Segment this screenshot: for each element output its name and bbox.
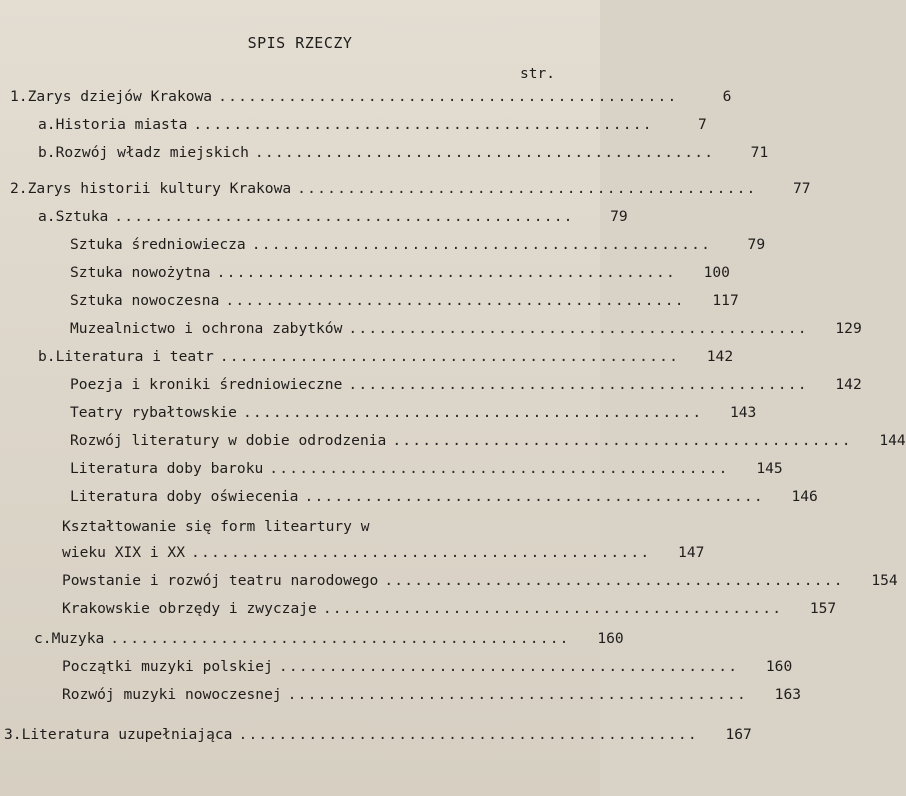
leader-dots: .............................................. — [114, 208, 574, 225]
toc-entry-label: Rozwój władz miejskich — [55, 144, 249, 161]
leader-dots: .............................................. — [225, 292, 685, 309]
toc-entry-label: Zarys dziejów Krakowa — [27, 88, 213, 105]
toc-entry-page: 142 — [706, 348, 734, 365]
toc-entry-number: b. — [38, 144, 56, 161]
leader-dots: .............................................. — [191, 544, 651, 561]
toc-entry-page: 142 — [835, 376, 862, 393]
toc-entry-page: 147 — [678, 544, 705, 561]
toc-entry-label: Początki muzyki polskiej — [62, 658, 273, 675]
toc-entry-page: 144 — [879, 432, 906, 449]
toc-entry-number: c. — [34, 630, 52, 647]
toc-entry-label: Rozwój muzyki nowoczesnej — [62, 686, 282, 703]
leader-dots: .............................................. — [287, 686, 748, 703]
leader-dots: .............................................. — [278, 658, 739, 675]
toc-entry-label: Literatura doby baroku — [70, 460, 264, 477]
toc-entry-2c — [34, 630, 624, 654]
toc-entry-2b-2 — [70, 404, 757, 428]
leader-dots: .............................................. — [254, 144, 715, 161]
toc-entry-page: 154 — [871, 572, 898, 589]
leader-dots: .............................................. — [384, 572, 844, 589]
leader-dots: .............................................. — [322, 600, 783, 617]
toc-entry-2b-1 — [70, 376, 862, 400]
leader-dots: .............................................. — [110, 630, 570, 647]
toc-entry-label: Zarys historii kultury Krakowa — [27, 180, 292, 197]
toc-entry-label: Literatura i teatr — [55, 348, 214, 365]
toc-entry-label: Sztuka — [55, 208, 109, 225]
toc-entry-label: Literatura doby oświecenia — [70, 488, 299, 505]
toc-entry-number: a. — [38, 208, 56, 225]
toc-entry-2b — [38, 348, 734, 372]
toc-entry-page: 77 — [792, 180, 811, 197]
leader-dots: .............................................. — [251, 236, 712, 253]
toc-entry-3 — [4, 726, 752, 750]
toc-entry-label: wieku XIX i XX — [62, 544, 186, 561]
leader-dots: .............................................. — [392, 432, 852, 449]
toc-entry-2c-2 — [62, 686, 802, 710]
toc-entry-label: Muzealnictwo i ochrona zabytków — [70, 320, 343, 337]
toc-entry-page: 160 — [597, 630, 624, 647]
leader-dots: .............................................. — [304, 488, 764, 505]
toc-entry-page: 71 — [750, 144, 769, 161]
toc-entry-2b-5 — [70, 488, 818, 512]
toc-entry-label: Literatura uzupełniająca — [21, 726, 233, 743]
toc-entry-number: a. — [38, 116, 56, 133]
toc-entry-page: 163 — [774, 686, 802, 703]
toc-entry-label: Teatry rybałtowskie — [70, 404, 237, 421]
toc-entry-2a-2 — [70, 264, 730, 288]
toc-entry-page: 145 — [756, 460, 783, 477]
leader-dots: .............................................. — [269, 460, 729, 477]
leader-dots: .............................................. — [193, 116, 653, 133]
toc-entry-page: 79 — [610, 208, 628, 225]
toc-entry-label: Powstanie i rozwój teatru narodowego — [62, 572, 379, 589]
toc-entry-label: Sztuka nowoczesna — [70, 292, 220, 309]
toc-entry-label: Rozwój literatury w dobie odrodzenia — [70, 432, 387, 449]
toc-entry-page: 157 — [809, 600, 837, 617]
toc-entry-1a — [38, 116, 707, 140]
page-title: SPIS RZECZY — [247, 34, 353, 52]
toc-entry-2 — [10, 180, 811, 204]
toc-entry-number: b. — [38, 348, 56, 365]
toc-entry-2a-3 — [70, 292, 739, 316]
toc-entry-page: 7 — [697, 116, 707, 133]
toc-entry-label: Poezja i kroniki średniowieczne — [70, 376, 343, 393]
toc-entry-label: Muzyka — [51, 630, 105, 647]
toc-entry-number: 3. — [4, 726, 22, 743]
toc-entry-2a — [38, 208, 628, 232]
toc-entry-label: Sztuka średniowiecza — [70, 236, 246, 253]
toc-entry-page: 100 — [703, 264, 730, 281]
toc-entry-2b-8 — [62, 600, 837, 624]
page-column-header: str. — [520, 66, 555, 82]
toc-entry-2b-4 — [70, 460, 783, 484]
leader-dots: .............................................. — [242, 404, 703, 421]
toc-entry-number: 1. — [10, 88, 28, 105]
toc-entry-2a-4 — [70, 320, 862, 344]
toc-entry-2b-6 — [62, 544, 705, 568]
leader-dots: .............................................. — [218, 88, 678, 105]
toc-entry-2c-1 — [62, 658, 793, 682]
toc-entry-label: Sztuka nowożytna — [70, 264, 211, 281]
leader-dots: .............................................. — [348, 376, 808, 393]
toc-entry-number: 2. — [10, 180, 28, 197]
toc-entry-page: 146 — [791, 488, 818, 505]
leader-dots: .............................................. — [348, 320, 808, 337]
leader-dots: .............................................. — [238, 726, 698, 743]
toc-entry-2b-3 — [70, 432, 906, 456]
leader-dots: .............................................. — [297, 180, 757, 197]
toc-entry-label: Krakowskie obrzędy i zwyczaje — [62, 600, 317, 617]
toc-entry-label: Historia miasta — [55, 116, 188, 133]
toc-entry-page: 117 — [712, 292, 739, 309]
toc-entry-2b-6-line1: Kształtowanie się form liteartury w — [62, 518, 370, 535]
toc-entry-2b-7 — [62, 572, 898, 596]
toc-entry-page: 129 — [835, 320, 862, 337]
leader-dots: .............................................. — [216, 264, 676, 281]
toc-entry-page: 160 — [765, 658, 793, 675]
toc-entry-page: 167 — [725, 726, 752, 743]
toc-entry-1b — [38, 144, 769, 168]
toc-entry-1 — [10, 88, 732, 112]
toc-entry-page: 79 — [747, 236, 766, 253]
toc-entry-page: 143 — [729, 404, 757, 421]
toc-entry-2a-1 — [70, 236, 766, 260]
toc-entry-page: 6 — [722, 88, 732, 105]
leader-dots: .............................................. — [219, 348, 680, 365]
